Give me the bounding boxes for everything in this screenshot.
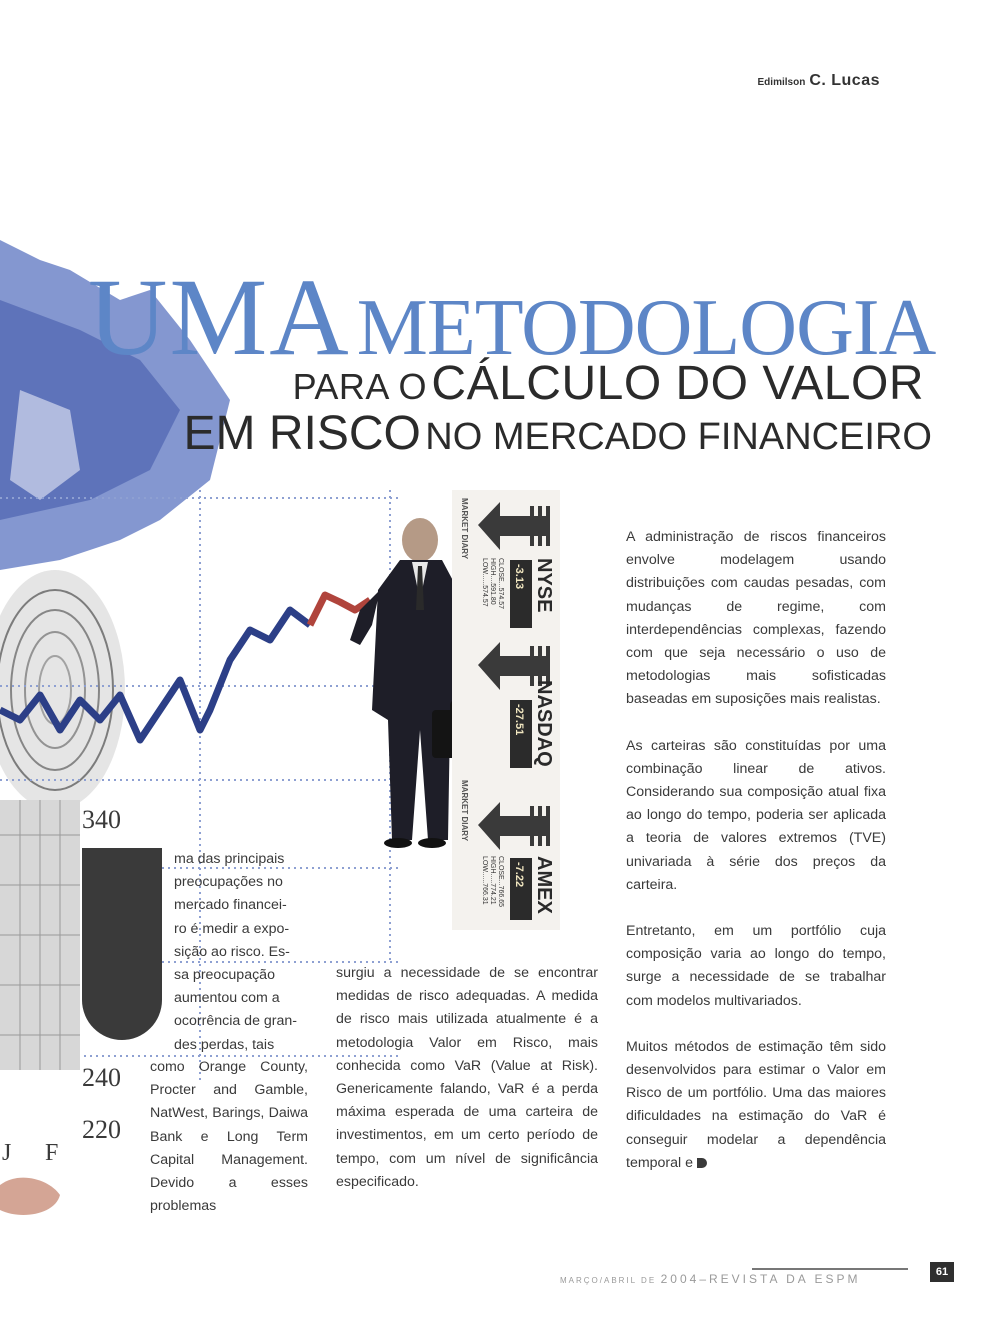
col3-paragraph-4-text: Muitos métodos de estimação têm sido desenvolvidos para estimar o Valor em Risco de um portfólio. Uma das maiores dificuldades na estimação do VaR é conseguir modelar a dependência temporal e bbox=[626, 1038, 886, 1171]
footer-magazine: 2004–REVISTA DA ESPM bbox=[660, 1272, 861, 1286]
title-calculo: CÁLCULO DO VALOR bbox=[431, 357, 924, 410]
col1-line: sição ao risco. Es- bbox=[174, 943, 290, 960]
amex-high: HIGH.....774.21 bbox=[489, 856, 496, 905]
amex-low: LOW......766.31 bbox=[481, 856, 488, 905]
author-first-name: Edimilson bbox=[757, 77, 806, 88]
body-column-1-top bbox=[174, 848, 308, 1057]
col3-paragraph-1: A administração de riscos financeiros envolve modelagem usando distribuições com caudas pesadas, com mudanças de regime, com interdependências complexas, fazendo com que seja necessário o uso de metodologias mais sofisticadas baseadas em suposições mais realistas. bbox=[626, 529, 886, 708]
title-para-o: PARA O bbox=[292, 366, 427, 407]
market-diary-board bbox=[452, 490, 560, 930]
title-word-uma: UMA bbox=[88, 256, 351, 378]
month-label-f: F bbox=[45, 1140, 59, 1166]
col1-line: sa preocupação bbox=[174, 967, 275, 984]
title-mercado: NO MERCADO FINANCEIRO bbox=[425, 416, 932, 458]
col1-paragraph: como Orange County, Procter and Gamble, NatWest, Barings, Daiwa Bank e Long Term Capital Management. Devido a esses problemas bbox=[150, 1059, 308, 1215]
amex-label: AMEX bbox=[533, 856, 555, 914]
page-number: 61 bbox=[930, 1262, 954, 1282]
col1-line: ocorrência de gran- bbox=[174, 1013, 298, 1030]
col3-paragraph-4 bbox=[626, 1036, 886, 1175]
author-byline bbox=[758, 72, 880, 90]
continue-marker-icon bbox=[697, 1158, 707, 1168]
axis-label-340: 340 bbox=[82, 805, 121, 834]
author-last-name: C. Lucas bbox=[809, 72, 880, 89]
board-header: MARKET DIARY bbox=[460, 498, 469, 560]
body-column-2 bbox=[336, 962, 598, 1194]
col1-line: mercado financei- bbox=[174, 897, 287, 914]
body-column-1-bottom bbox=[150, 1056, 308, 1218]
month-label-j: J bbox=[2, 1140, 12, 1166]
axis-label-240: 240 bbox=[82, 1063, 121, 1092]
title-em-risco: EM RISCO bbox=[183, 407, 421, 460]
drop-cap-u bbox=[82, 848, 162, 1040]
amex-change: -7.22 bbox=[513, 862, 525, 888]
title-line-1 bbox=[88, 256, 936, 378]
col2-paragraph: surgiu a necessidade de se encontrar medidas de risco adequadas. A medida de risco mais utilizada atualmente é a metodologia Valor em Risco, mais conhecida como VaR (Value at Risk). Genericamente falando, VaR é a perda máxima esperada de uma carteira de investimentos, em um certo período de tempo, com um nível de significância especificado. bbox=[336, 965, 598, 1190]
title-word-metodologia: METODOLOGIA bbox=[356, 284, 936, 372]
axis-label-220: 220 bbox=[82, 1115, 121, 1144]
nyse-change: -3.13 bbox=[513, 564, 525, 590]
col1-line: preocupações no bbox=[174, 874, 283, 891]
col1-line: aumentou com a bbox=[174, 990, 280, 1007]
title-line-2 bbox=[292, 357, 924, 410]
nyse-close: CLOSE...574.57 bbox=[497, 558, 504, 609]
nyse-label: NYSE bbox=[533, 558, 555, 613]
footer-issue bbox=[560, 1270, 860, 1288]
col3-paragraph-3: Entretanto, em um portfólio cuja composição varia ao longo do tempo, surge a necessidade de se trabalhar com modelos multivariados. bbox=[626, 923, 886, 1009]
footer-date: MARÇO/ABRIL DE bbox=[560, 1276, 657, 1285]
nasdaq-change: -27.51 bbox=[513, 704, 525, 736]
col3-paragraph-2: As carteiras são constituídas por uma combinação linear de ativos. Considerando sua composição atual fixa ao longo do tempo, poderia ser aplicada a teoria de valores extremos (TVE) univariada à série dos preços da carteira. bbox=[626, 737, 886, 893]
nyse-low: LOW......574.57 bbox=[481, 558, 488, 607]
amex-close: CLOSE...766.65 bbox=[497, 856, 504, 907]
col1-line: ro é medir a expo- bbox=[174, 920, 290, 937]
board-header-2: MARKET DIARY bbox=[460, 780, 469, 842]
nasdaq-label: NASDAQ bbox=[533, 680, 555, 767]
engraved-ornament bbox=[0, 570, 125, 810]
body-column-3 bbox=[626, 526, 886, 1198]
col1-line: des perdas, tais bbox=[174, 1036, 275, 1053]
col1-line: ma das principais bbox=[174, 851, 285, 867]
title-line-3 bbox=[183, 407, 932, 460]
nyse-high: HIGH....591.80 bbox=[489, 558, 496, 605]
